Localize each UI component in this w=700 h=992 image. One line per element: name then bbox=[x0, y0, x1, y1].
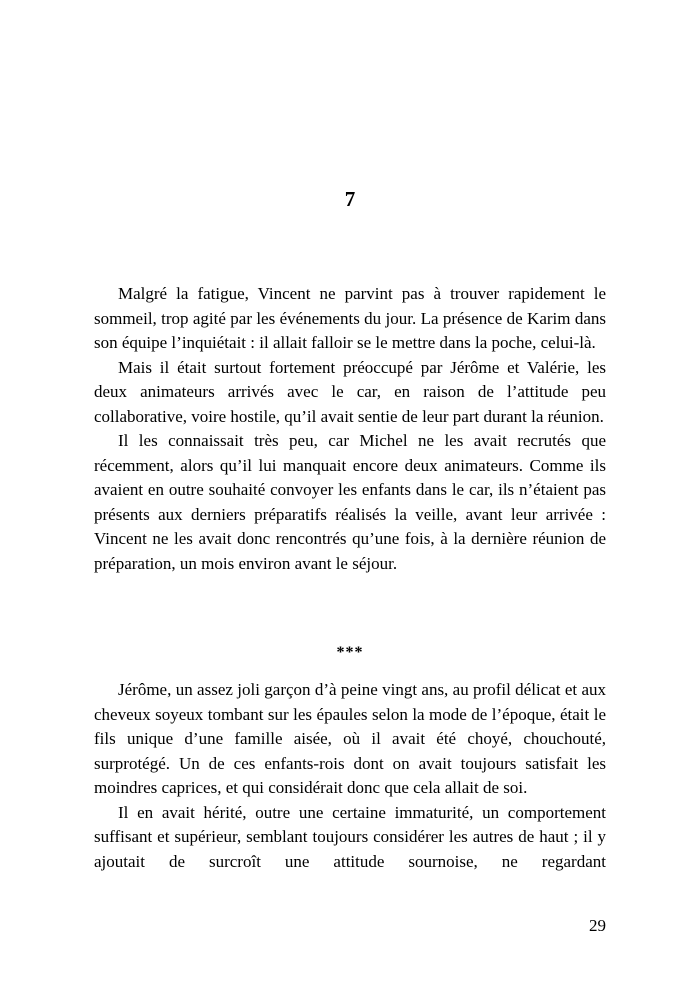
paragraph: Il en avait hérité, outre une certaine immaturité, un comportement suffisant et supérieur, semblant toujours considérer les autres de haut ; il y ajoutait de surcroît une attitude sournoise, ne regardant bbox=[94, 802, 606, 871]
section-2 bbox=[94, 678, 606, 874]
page-number: 29 bbox=[589, 916, 606, 935]
section-1 bbox=[94, 282, 606, 576]
section-separator: *** bbox=[336, 644, 364, 661]
paragraph: Mais il était surtout fortement préoccupé par Jérôme et Valérie, les deux animateurs arrivés avec le car, en raison de l’attitude peu collaborative, voire hostile, qu’il avait sentie de leur part durant la réunion. bbox=[94, 357, 606, 426]
book-page bbox=[94, 0, 606, 992]
paragraph: Il les connaissait très peu, car Michel ne les avait recrutés que récemment, alors qu’il lui manquait encore deux animateurs. Comme ils avaient en outre souhaité convoyer les enfants dans le car, ils n’étaient pas présents aux derniers préparatifs réalisés la veille, avant leur arrivée : Vincent ne les avait donc rencontrés qu’une fois, à la dernière réunion de préparation, un mois environ avant le séjour. bbox=[94, 431, 606, 573]
paragraph: Malgré la fatigue, Vincent ne parvint pas à trouver rapidement le sommeil, trop agité par les événements du jour. La présence de Karim dans son équipe l’inquiétait : il allait falloir se le mettre dans la poche, celui-là. bbox=[94, 284, 606, 352]
paragraph: Jérôme, un assez joli garçon d’à peine vingt ans, au profil délicat et aux cheveux soyeux tombant sur les épaules selon la mode de l’époque, était le fils unique d’une famille aisée, où il avait été choyé, chouchouté, surprotégé. Un de ces enfants-rois dont on avait toujours satisfait les moindres caprices, et qui considérait donc que cela allait de soi. bbox=[94, 680, 606, 797]
chapter-number: 7 bbox=[344, 187, 356, 211]
